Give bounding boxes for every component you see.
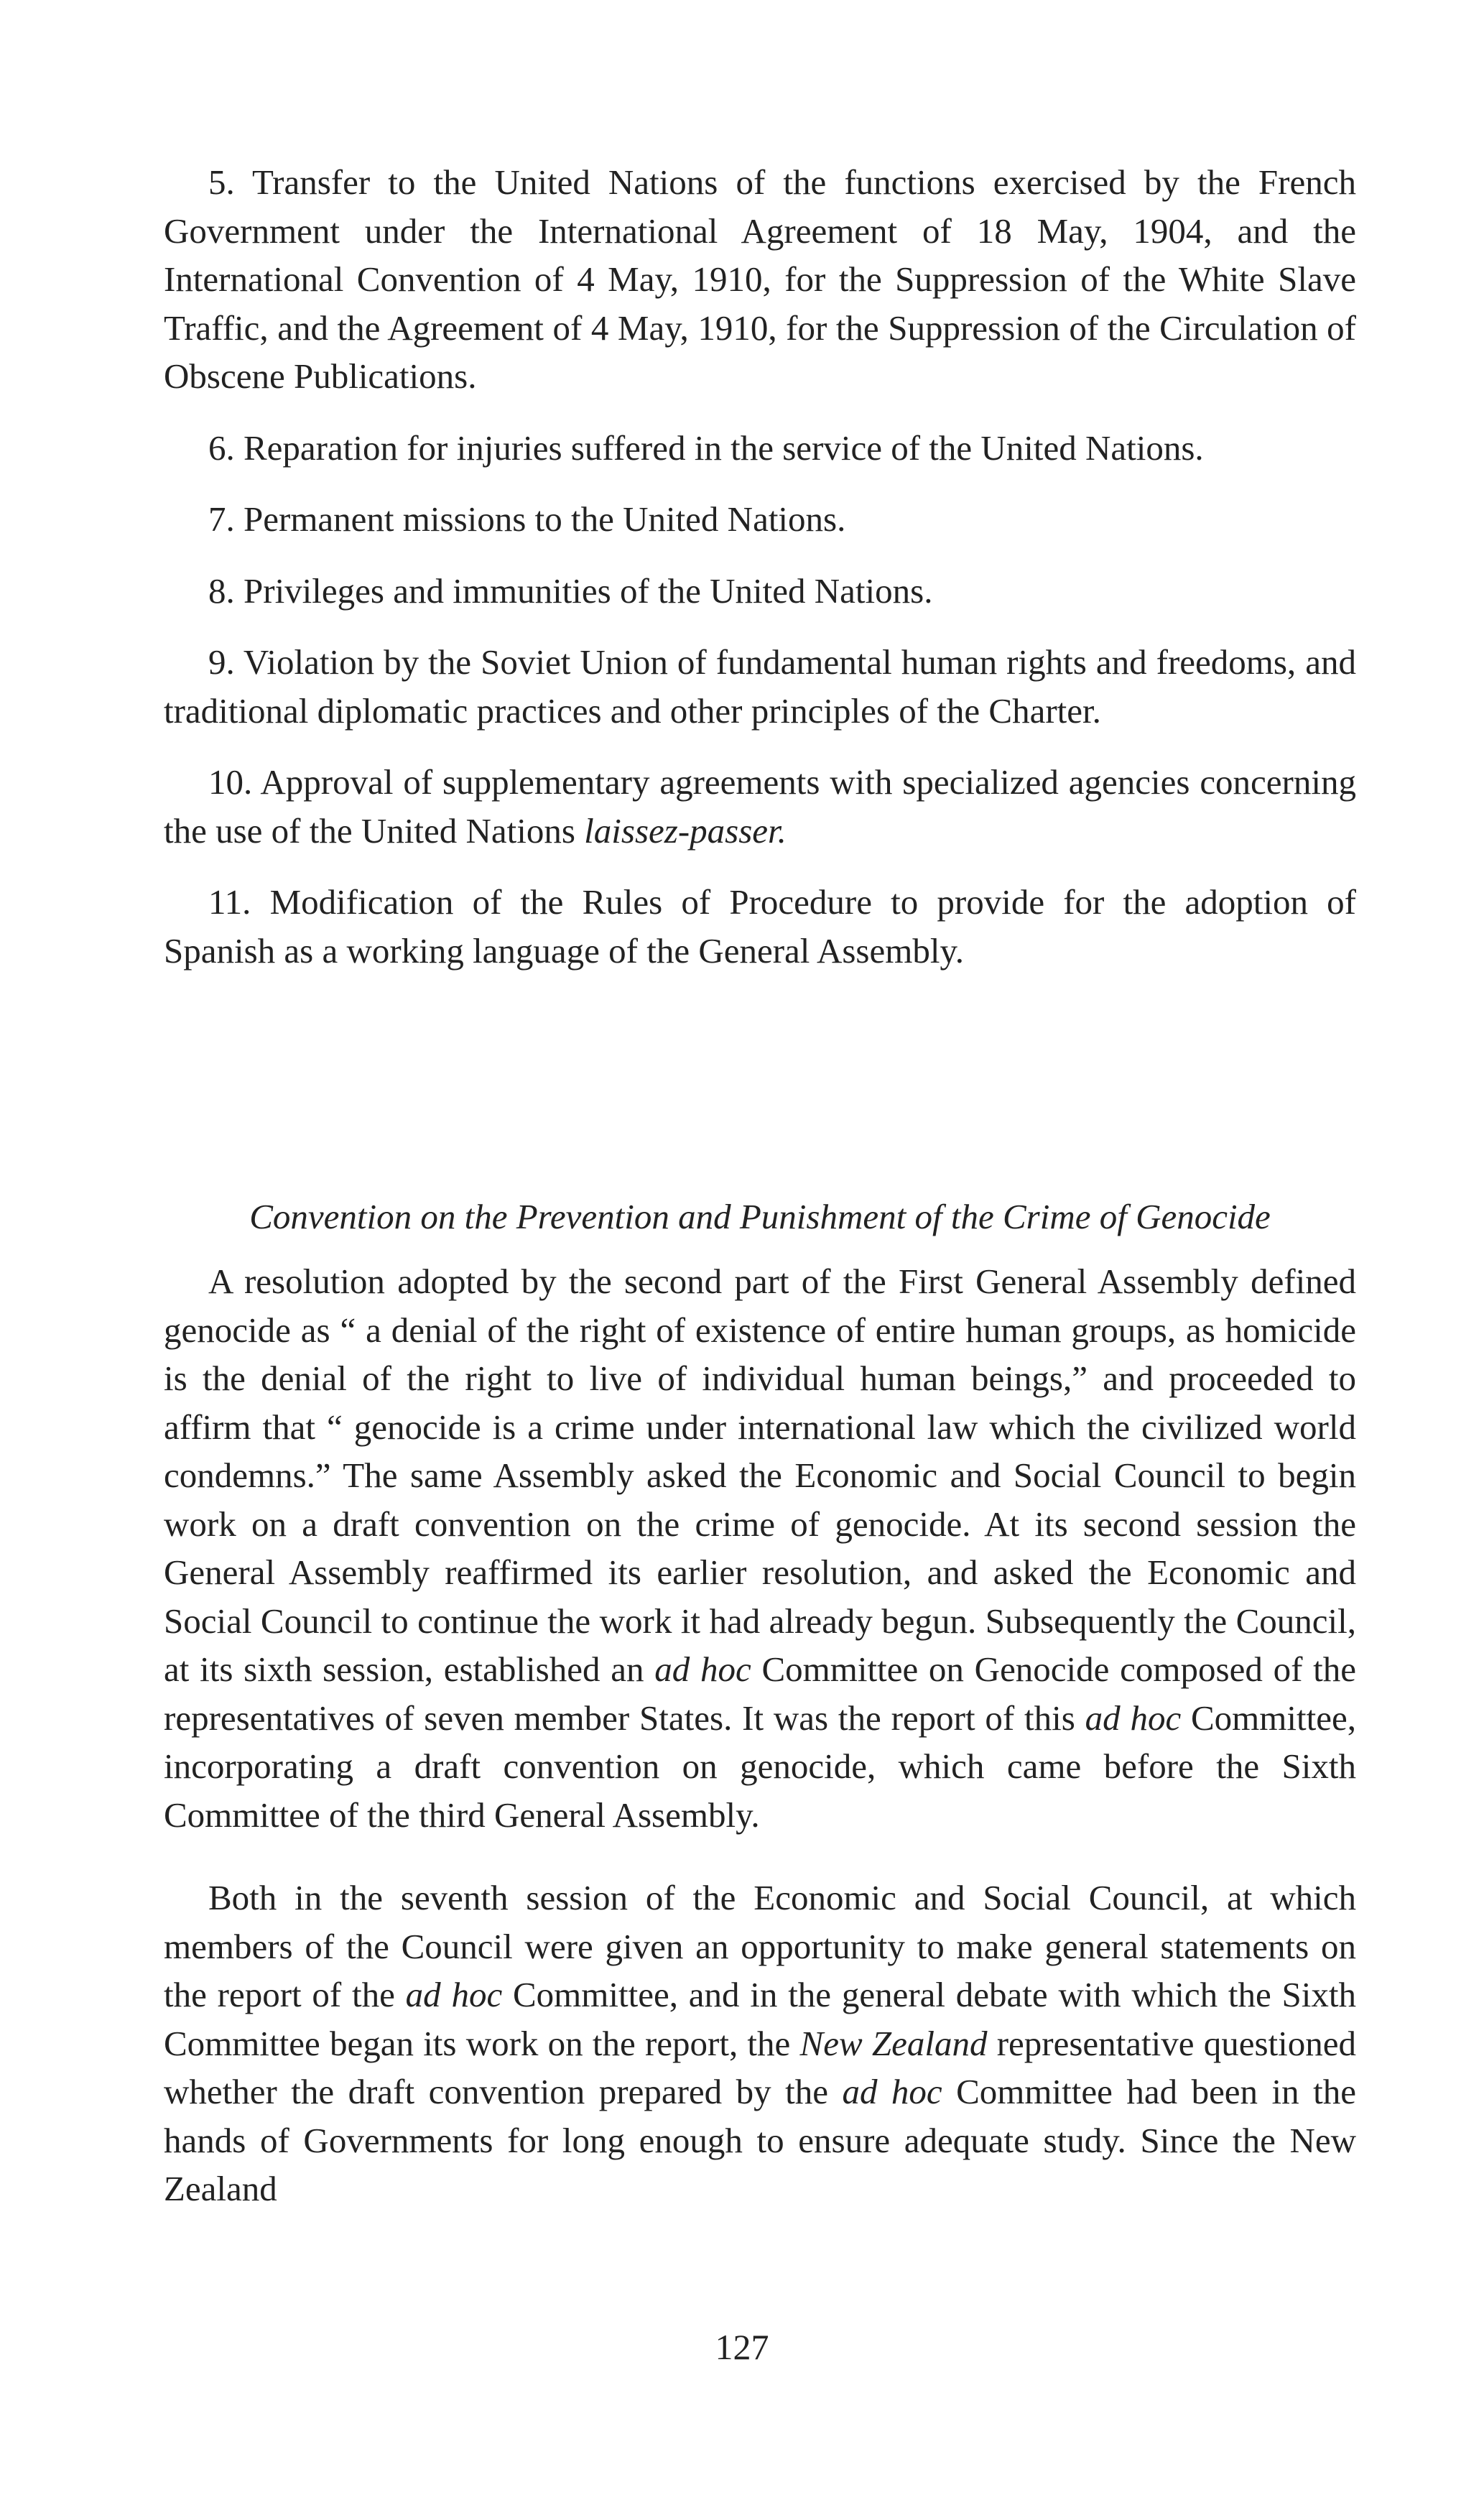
page-number: 127: [715, 2327, 769, 2367]
italic-run: ad hoc: [405, 1975, 503, 2014]
list-item: [164, 758, 1356, 855]
paragraph: [164, 1257, 1356, 1839]
list-item-italic: laissez-passer.: [584, 810, 787, 851]
list-item: 6. Reparation for injuries suffered in the service of the United Nations.: [208, 427, 1204, 468]
paragraph: [164, 1874, 1356, 2213]
list-item-text: 10. Approval of supplementary agreements with specialized agencies concerning the use of the United Nations: [164, 762, 1356, 851]
list-item: 8. Privileges and immunities of the United Nations.: [208, 570, 933, 611]
agenda-list: [164, 158, 1356, 975]
list-item: 11. Modification of the Rules of Procedure to provide for the adoption of Spanish as a working language of the General Assembly.: [164, 882, 1356, 971]
text-run: Committee, and in the general debate with which the Sixth Committee began its work on the report, the: [164, 1975, 1356, 2063]
section-heading: Convention on the Prevention and Punishment of the Crime of Genocide: [249, 1197, 1271, 1236]
text-run: Both in the seventh session of the Economic and Social Council, at which members of the Council were given an opportunity to make general statements on the report of the: [164, 1878, 1356, 2014]
italic-run: ad hoc: [1085, 1698, 1182, 1738]
text-run: representative questioned whether the draft convention prepared by the: [164, 2023, 1356, 2111]
text-run: Committee had been in the hands of Governments for long enough to ensure adequate study. Since the New Zealand: [164, 2072, 1356, 2208]
section-body: [164, 1257, 1356, 2248]
text-run: A resolution adopted by the second part of the First General Assembly defined genocide as “ a denial of the right of existence of entire human groups, as homicide is the denial of the right to live of individual human beings,” and proceeded to affirm that “ genocide is a crime under international law which the civilized world condemns.” The same Assembly asked the Economic and Social Council to begin work on a draft convention on the crime of genocide. At its second session the General Assembly reaffirmed its earlier resolution, and asked the Economic and Social Council to continue the work it had already begun. Subsequently the Council, at its sixth session, established an: [164, 1261, 1356, 1689]
list-item: 5. Transfer to the United Nations of the functions exercised by the French Government under the International Agreement of 18 May, 1904, and the International Convention of 4 May, 1910, for the Suppression of the White Slave Traffic, and the Agreement of 4 May, 1910, for the Suppression of the Circulation of Obscene Publications.: [164, 162, 1356, 396]
italic-run: ad hoc: [842, 2072, 942, 2111]
italic-run: ad hoc: [654, 1649, 751, 1689]
italic-run: New Zealand: [799, 2023, 988, 2063]
list-item: 9. Violation by the Soviet Union of fundamental human rights and freedoms, and traditional diplomatic practices and other principles of the Charter.: [164, 642, 1356, 731]
document-page: [164, 158, 1357, 2208]
list-item: 7. Permanent missions to the United Nations.: [208, 499, 846, 539]
text-run: Committee, incorporating a draft convention on genocide, which came before the Sixth Committee of the third General Assembly.: [164, 1698, 1356, 1835]
text-run: Committee on Genocide composed of the representatives of seven member States. It was the report of this: [164, 1649, 1357, 1738]
